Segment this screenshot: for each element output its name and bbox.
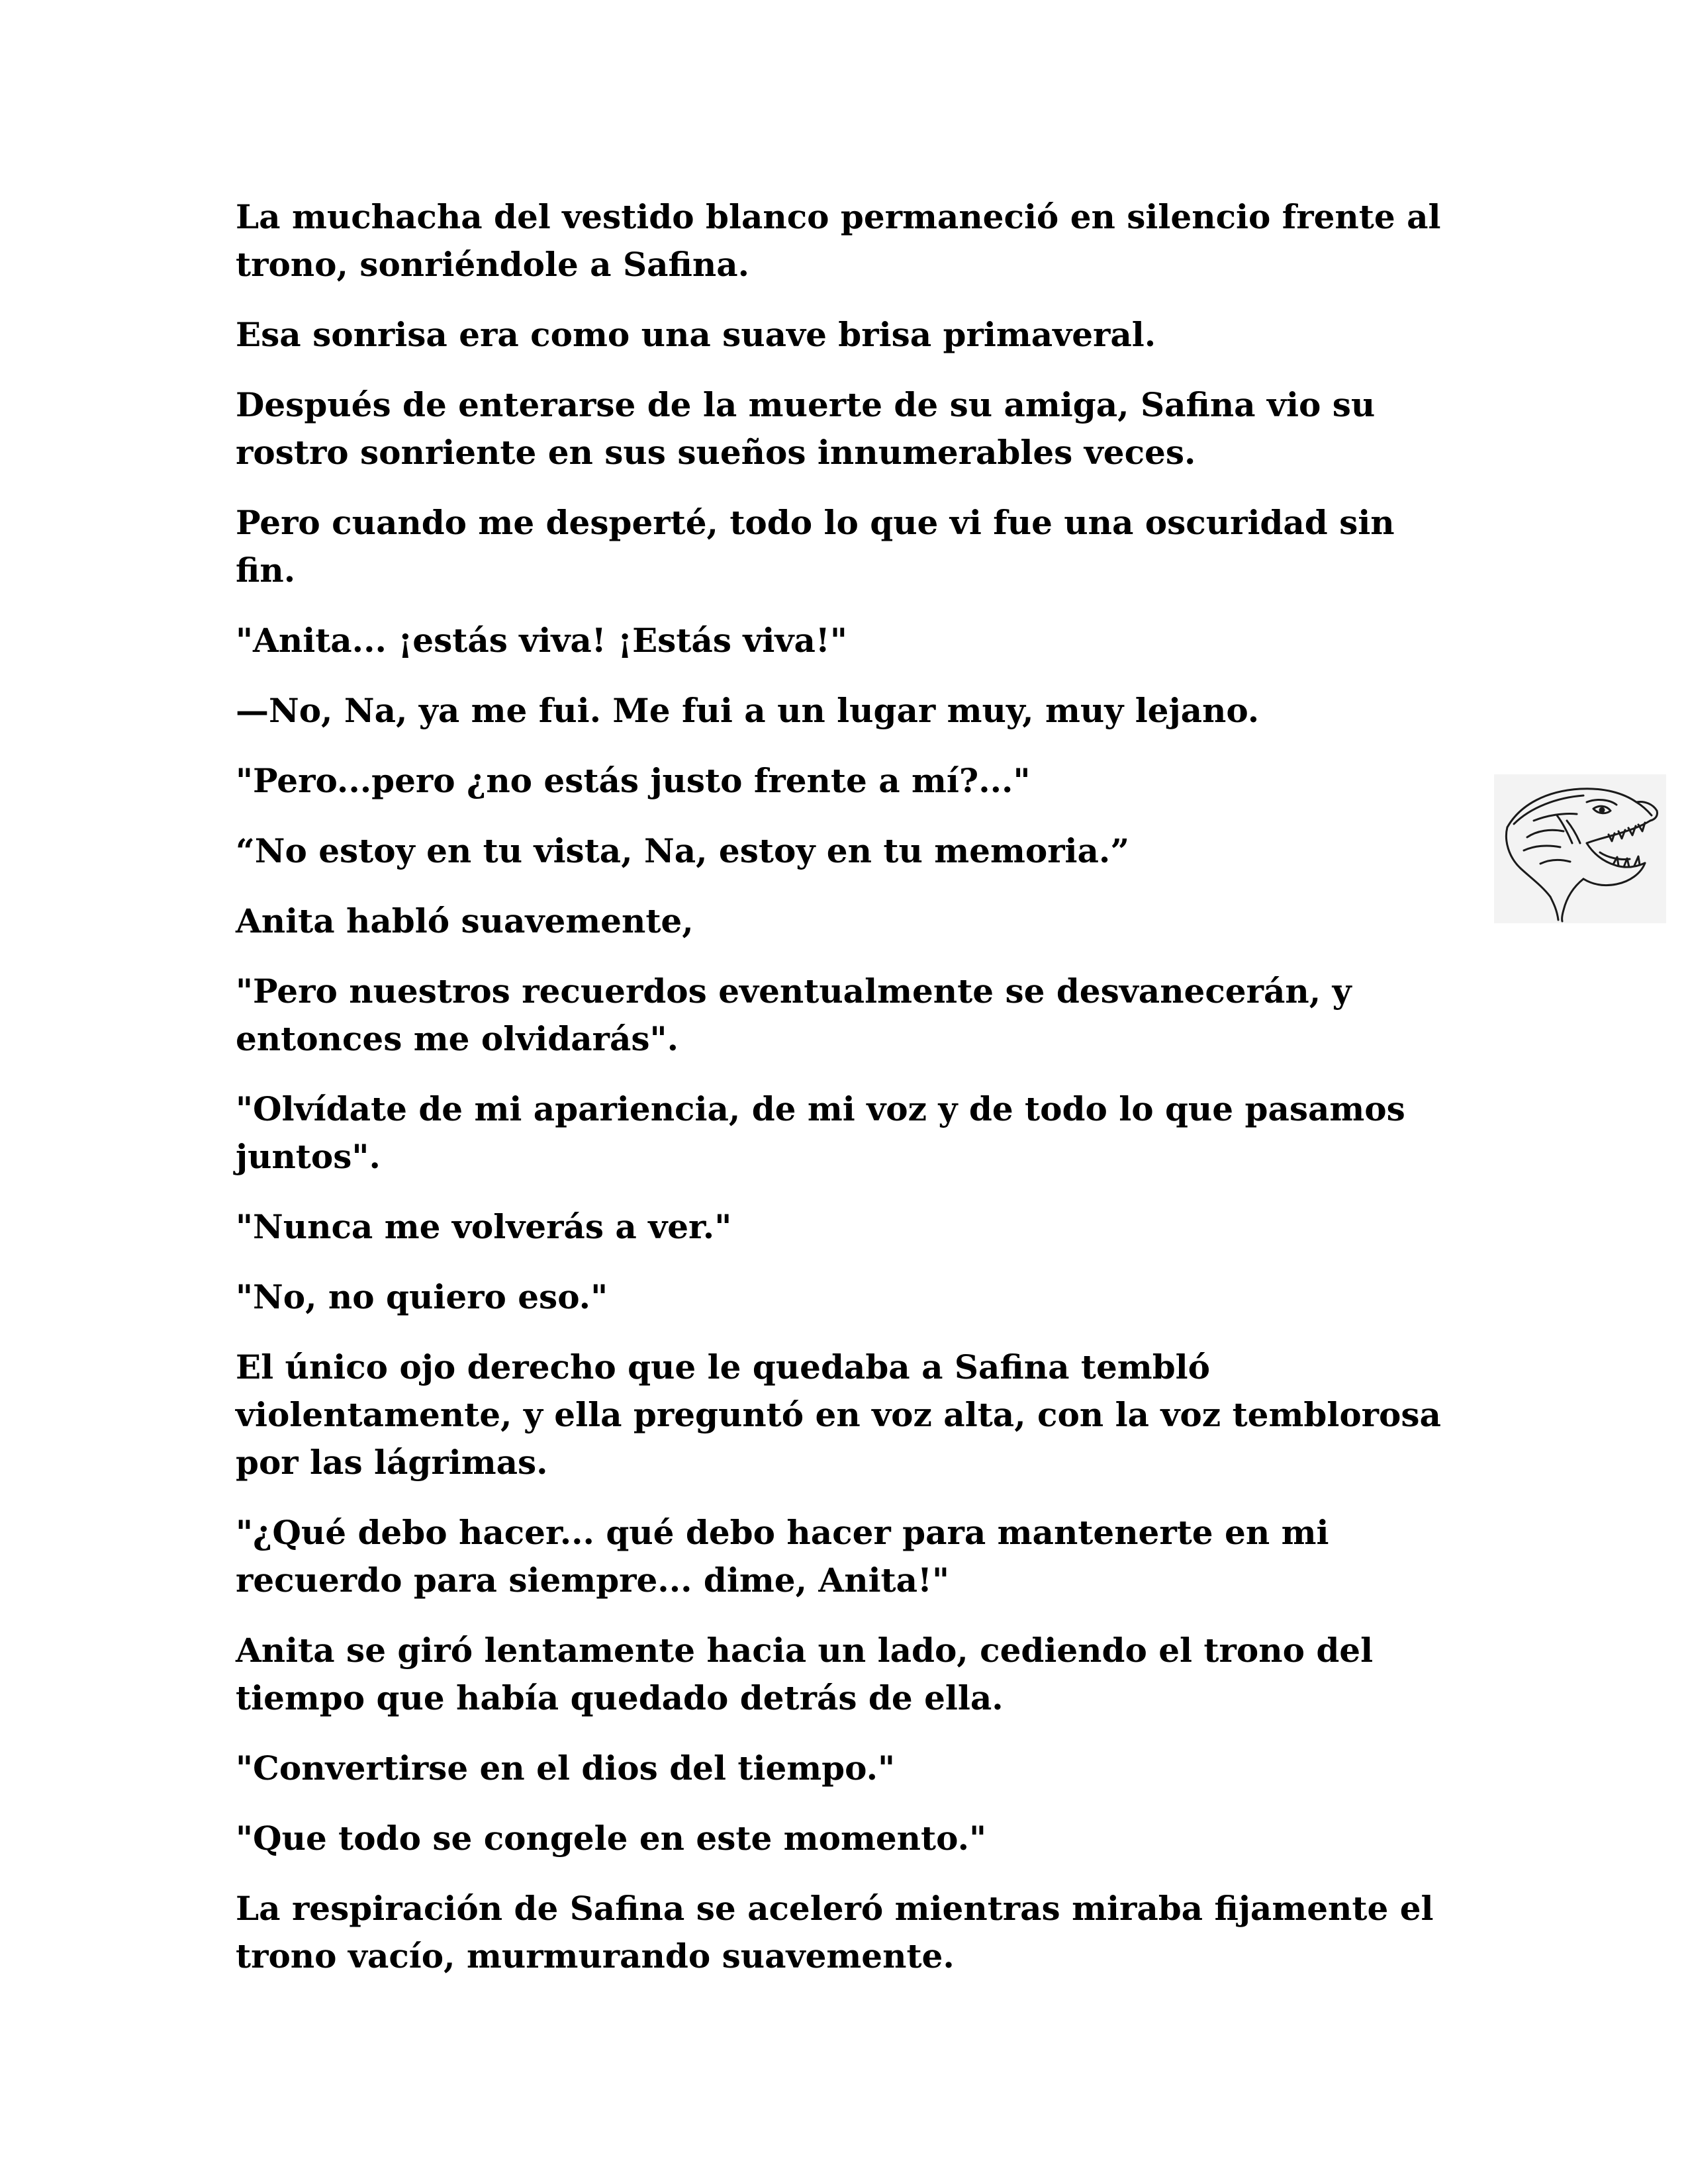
paragraph: La respiración de Safina se aceleró mientras miraba fijamente el trono vacío, murmurando suavemente. (236, 1889, 1434, 1976)
paragraph: "Pero...pero ¿no estás justo frente a mí?..." (236, 761, 1031, 800)
paragraph: "Anita... ¡estás viva! ¡Estás viva!" (236, 621, 847, 660)
story-text (236, 193, 1460, 2003)
paragraph: Anita se giró lentamente hacia un lado, cediendo el trono del tiempo que había quedado detrás de ella. (236, 1631, 1374, 1717)
paragraph: El único ojo derecho que le quedaba a Safina tembló violentamente, y ella preguntó en voz alta, con la voz temblorosa por las lágrimas. (236, 1347, 1441, 1482)
paragraph: —No, Na, ya me fui. Me fui a un lugar muy, muy lejano. (236, 691, 1260, 730)
paragraph: "Olvídate de mi apariencia, de mi voz y de todo lo que pasamos juntos". (236, 1089, 1405, 1176)
paragraph: "Que todo se congele en este momento." (236, 1819, 987, 1858)
paragraph: “No estoy en tu vista, Na, estoy en tu memoria.” (236, 831, 1130, 870)
paragraph: "Nunca me volverás a ver." (236, 1207, 732, 1246)
paragraph: Después de enterarse de la muerte de su amiga, Safina vio su rostro sonriente en sus sueños innumerables veces. (236, 385, 1376, 472)
paragraph: Anita habló suavemente, (236, 901, 694, 940)
paragraph: "No, no quiero eso." (236, 1277, 608, 1316)
paragraph: "Convertirse en el dios del tiempo." (236, 1749, 896, 1788)
paragraph: Esa sonrisa era como una suave brisa primaveral. (236, 315, 1156, 354)
paragraph: La muchacha del vestido blanco permaneció en silencio frente al trono, sonriéndole a Safina. (236, 197, 1441, 284)
paragraph: Pero cuando me desperté, todo lo que vi fue una oscuridad sin fin. (236, 503, 1395, 590)
paragraph: "¿Qué debo hacer... qué debo hacer para mantenerte en mi recuerdo para siempre... dime, Anita!" (236, 1513, 1329, 1600)
dinosaur-head-sketch-icon (1494, 774, 1666, 923)
paragraph: "Pero nuestros recuerdos eventualmente se desvanecerán, y entonces me olvidarás". (236, 972, 1352, 1058)
